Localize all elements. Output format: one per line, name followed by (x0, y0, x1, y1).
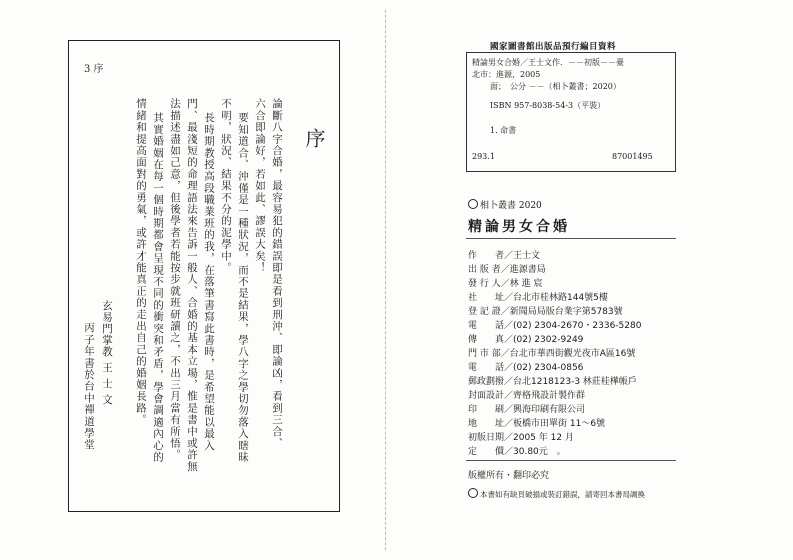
page-fold (385, 10, 386, 550)
info-printer: 印 刷／興海印刷有限公司 (468, 405, 586, 415)
info-first-edition: 初版日期／2005 年 12 月 (468, 433, 574, 443)
page-number: 3 序 (84, 64, 104, 75)
preface-column-4: 不明，狀況、結果不分的泥學中。 (220, 98, 232, 274)
preface-date-line: 丙子年書於台中禪道學堂 (83, 322, 95, 451)
info-printer-address: 地 址／板橋市田單街 11～6號 (468, 419, 606, 429)
cip-title: 國家圖書館出版品預行編目資料 (490, 42, 617, 52)
preface-column-9: 情緒和提高面對的勇氣，或許才能真正的走出自己的婚姻長路。 (135, 98, 147, 426)
replacement-notice (468, 488, 645, 500)
book-title: 精論男女合婚 (468, 219, 570, 235)
info-postal-account: 郵政劃撥／台北1218123-3 林莊桂樺帳戶 (468, 377, 637, 387)
rights-notice: 版權所有・翻印必究 (468, 471, 550, 481)
preface-column-7: 法描述盡如己意，但後學者若能按步就班研讀之，不出三月當有所悟。 (169, 98, 181, 461)
info-store: 門 市 部／台北市華西街觀光夜市A區16號 (468, 349, 636, 359)
divider-bottom (466, 460, 676, 461)
cip-line-2: 北市：進源，2005 (472, 70, 541, 79)
info-license: 登 記 證／新聞局局版台業字第5783號 (468, 307, 623, 317)
preface-column-6: 門、最淺短的命理語法來告訴一般人、合婚的基本立場，惟是書中或許無 (186, 98, 198, 473)
preface-column-8: 其實婚姻在每一個時期都會呈現不同的衝突和矛盾，學會調適內心的 (152, 112, 164, 463)
info-cover-design: 封面設計／齊格飛設計製作群 (468, 391, 586, 401)
series-text: 相卜叢書 2020 (480, 201, 542, 211)
info-author: 作 者／王士文 (468, 251, 541, 261)
info-address: 社 址／台北市桂林路144號5樓 (468, 293, 608, 303)
info-store-phone: 電 話／(02) 2304-0856 (468, 363, 584, 373)
preface-column-1: 論斷八字合婚，最容易犯的錯誤即是看到刑沖、即論凶，看到三合、 (271, 98, 283, 449)
info-phone: 電 話／(02) 2304-2670・2336-5280 (468, 321, 642, 331)
cip-line-4: ISBN 957-8038-54-3（平裝） (490, 101, 606, 110)
info-publisher: 出 版 者／進源書局 (468, 265, 546, 275)
info-issuer: 發 行 人／林 進 宸 (468, 279, 543, 289)
preface-column-5: 長時期教授高段職業班的我，在落筆書寫此書時，是希望能以最入 (203, 112, 215, 452)
replacement-notice-text: 本書如有缺頁破損或裝訂錯誤，請寄回本書局調換 (480, 490, 645, 499)
cip-line-5: 1. 命書 (490, 126, 517, 135)
circle-mark-icon (468, 488, 478, 498)
preface-title: 序 (302, 128, 326, 148)
circle-mark-icon (468, 199, 478, 209)
cip-line-6: 293.1 (472, 152, 495, 161)
cip-line-7: 87001495 (612, 152, 653, 161)
preface-signature: 玄易門掌教 王 士 文 (101, 300, 113, 406)
cip-line-1: 精論男女合婚／王士文作．－－初版－－臺 (472, 58, 624, 67)
preface-column-3: 要知道合、沖僅是一種狀況，而不是結果，學八字之學切勿落入瞎昧 (237, 112, 249, 463)
cip-line-3: 面； 公分 －－（相卜叢書；2020） (490, 82, 621, 91)
series-label (468, 198, 542, 211)
info-price: 定 價／30.80元 。 (468, 447, 566, 457)
divider-top (466, 238, 676, 239)
preface-column-2: 六合即論好，若如此、謬誤大矣！ (254, 98, 266, 274)
info-fax: 傳 真／(02) 2302-9249 (468, 335, 584, 345)
